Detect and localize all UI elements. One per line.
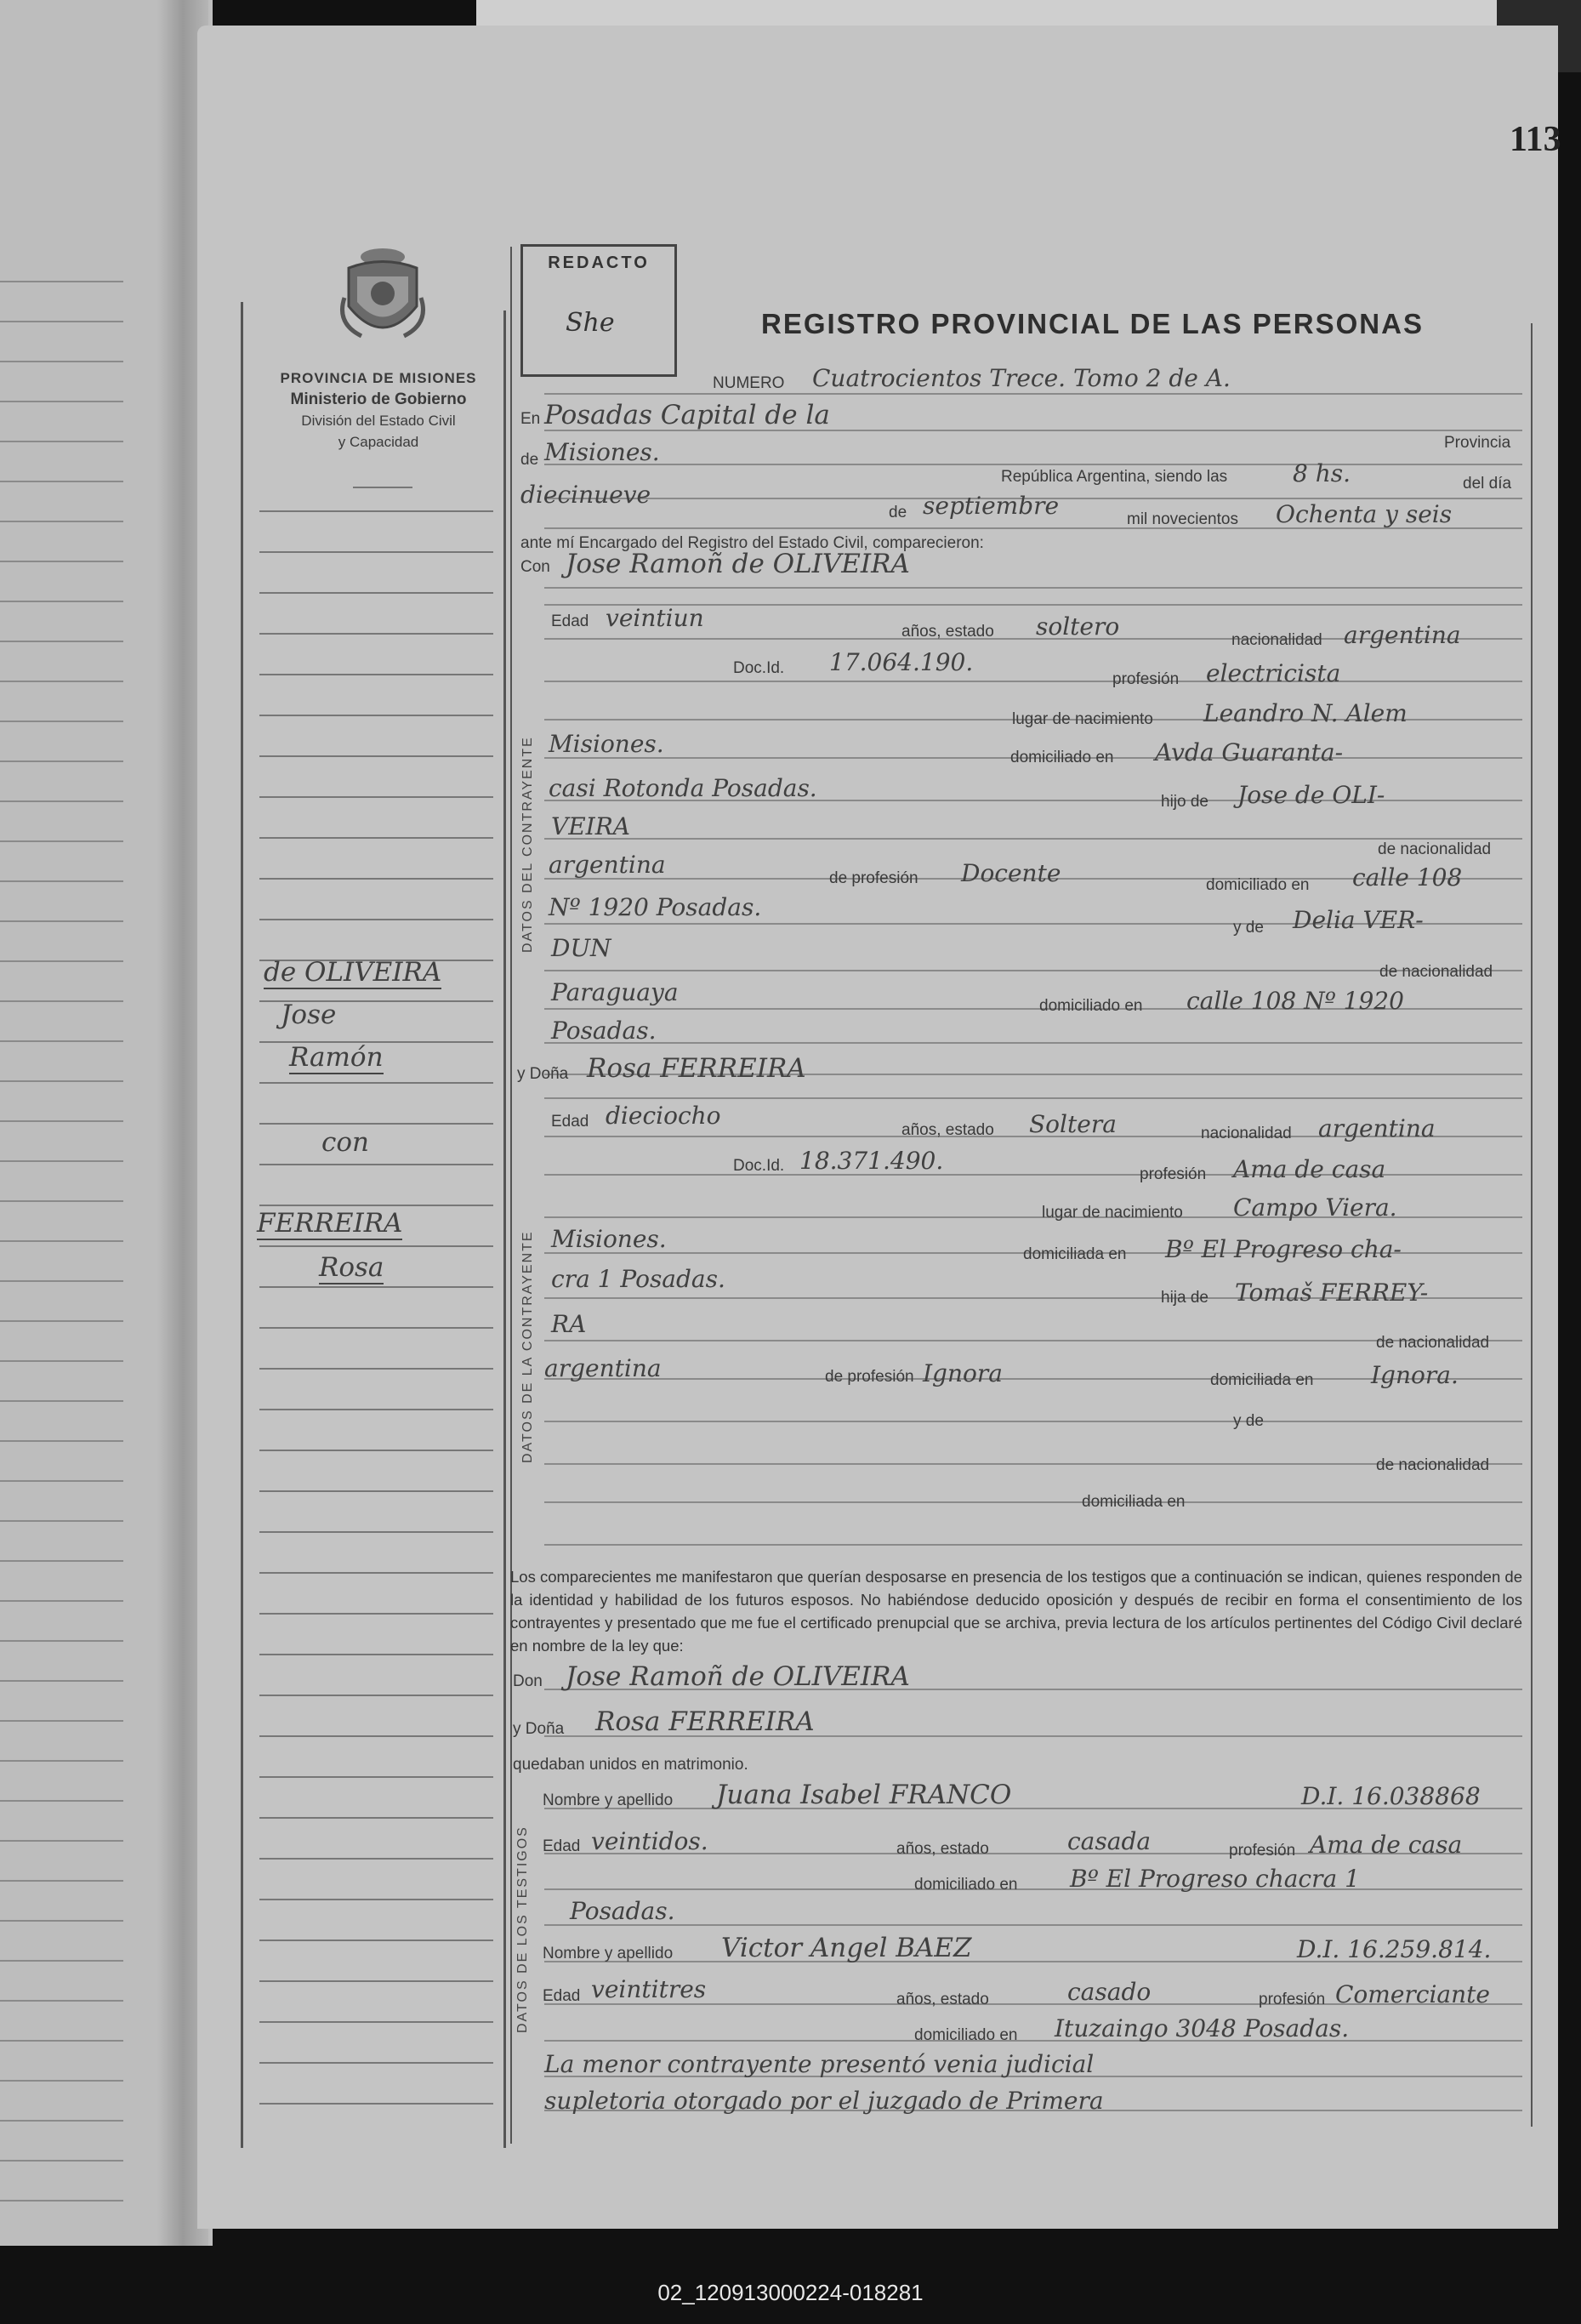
left-page-rule xyxy=(0,361,123,362)
hw-en: Posadas Capital de la xyxy=(544,400,830,430)
margin-rule xyxy=(259,674,493,675)
left-page-rule xyxy=(0,441,123,442)
hw-t1-edad: veintidos. xyxy=(591,1827,708,1855)
hw-provincia: Misiones. xyxy=(544,438,660,466)
province-name: PROVINCIA DE MISIONES xyxy=(280,370,477,386)
hw-estado-2: Soltera xyxy=(1029,1110,1117,1138)
hw-padre-1: Jose de OLI- xyxy=(1237,781,1385,809)
margin-rule xyxy=(259,837,493,839)
label-edad-1: Edad xyxy=(551,612,589,630)
label-edad-t2: Edad xyxy=(543,1987,581,2005)
left-page-rule xyxy=(0,1520,123,1522)
label-de-mes: de xyxy=(889,504,907,521)
label-prof-2: profesión xyxy=(1140,1165,1207,1183)
form-rule xyxy=(544,1042,1522,1044)
label-numero: NUMERO xyxy=(713,374,785,392)
label-del-dia: del día xyxy=(1463,475,1512,493)
hw-t1-doc: D.I. 16.038868 xyxy=(1301,1782,1481,1810)
margin-given-name-2: Ramón xyxy=(289,1042,384,1073)
label-dom-padre: domiciliado en xyxy=(1206,876,1310,894)
margin-rule xyxy=(259,1940,493,1941)
margin-rule xyxy=(259,715,493,716)
hw-con: Jose Ramoñ de OLIVEIRA xyxy=(566,549,910,579)
left-page-rule xyxy=(0,1200,123,1202)
header-divider xyxy=(353,487,412,488)
hw-madre-1b: DUN xyxy=(551,934,611,962)
hw-edad-2: dieciocho xyxy=(606,1102,721,1130)
hw-edad-1: veintiun xyxy=(606,604,704,632)
hw-nac-2: argentina xyxy=(1318,1114,1436,1142)
left-page-rule xyxy=(0,1600,123,1602)
hw-padre-2: Tomaš FERREY- xyxy=(1235,1279,1429,1307)
hw-t2-nombre: Victor Angel BAEZ xyxy=(721,1933,972,1963)
hw-dom-madre-1: calle 108 Nº 1920 xyxy=(1186,987,1404,1015)
hw-t1-dom-b: Posadas. xyxy=(570,1897,675,1925)
margin-rule xyxy=(259,1164,493,1165)
margin-given-name: Jose xyxy=(281,1000,337,1030)
left-page-rule xyxy=(0,721,123,722)
margin-rule xyxy=(259,1776,493,1778)
form-rule xyxy=(544,681,1522,682)
hw-dona: Rosa FERREIRA xyxy=(587,1053,806,1084)
redacto-box xyxy=(520,244,677,377)
margin-rule xyxy=(259,510,493,512)
form-rule xyxy=(544,1544,1522,1546)
hw-madre-1: Delia VER- xyxy=(1293,906,1424,934)
label-provincia: Provincia xyxy=(1444,434,1511,452)
left-page-rule xyxy=(0,1360,123,1362)
hw-dona-final: Rosa FERREIRA xyxy=(595,1706,815,1737)
ministry-header xyxy=(255,367,502,453)
hw-lugar-2: Campo Viera. xyxy=(1233,1193,1397,1222)
hw-dom-1: Avda Guaranta- xyxy=(1155,738,1344,766)
label-nombre-t1: Nombre y apellido xyxy=(543,1791,674,1809)
margin-rule xyxy=(259,1858,493,1860)
form-right-border xyxy=(1531,323,1533,2127)
margin-rule xyxy=(259,1450,493,1451)
margin-rule xyxy=(259,755,493,757)
margin-rule xyxy=(259,919,493,920)
side-label-groom: DATOS DEL CONTRAYENTE xyxy=(520,736,535,953)
margin-rule xyxy=(259,1735,493,1737)
left-page-rule xyxy=(0,1080,123,1082)
hw-prof-2: Ama de casa xyxy=(1233,1155,1386,1183)
margin-rule xyxy=(259,1123,493,1125)
margin-rule xyxy=(259,1368,493,1370)
left-page-rule xyxy=(0,1640,123,1642)
hw-dom-1b: casi Rotonda Posadas. xyxy=(549,774,817,802)
left-page-rule xyxy=(0,2120,123,2122)
label-dom-1: domiciliado en xyxy=(1010,749,1114,766)
left-page-rule xyxy=(0,1880,123,1882)
left-page-rule xyxy=(0,521,123,522)
form-rule xyxy=(544,838,1522,840)
label-doc-1: Doc.Id. xyxy=(733,659,785,677)
hw-t1-estado: casada xyxy=(1067,1827,1152,1855)
margin-rule xyxy=(259,2021,493,2023)
hw-doc-2: 18.371.490. xyxy=(799,1147,944,1175)
margin-rule xyxy=(259,633,493,635)
division-line-1: División del Estado Civil xyxy=(301,413,456,429)
hw-dom-madre-1b: Posadas. xyxy=(551,1017,657,1045)
hw-lugar-1b: Misiones. xyxy=(549,730,664,758)
hw-lugar-2b: Misiones. xyxy=(551,1225,667,1253)
redacto-label: REDACTO xyxy=(548,253,650,272)
label-de-nac-padre: de nacionalidad xyxy=(1378,840,1492,858)
hw-mes: septiembre xyxy=(923,492,1060,520)
label-dom-padre-2: domiciliada en xyxy=(1210,1371,1314,1389)
margin-rule xyxy=(259,2062,493,2064)
margin-rule xyxy=(259,796,493,798)
redacto-initials: She xyxy=(566,308,615,338)
label-anos-1: años, estado xyxy=(901,623,994,641)
side-label-bride: DATOS DE LA CONTRAYENTE xyxy=(520,1230,535,1463)
label-hija-de: hija de xyxy=(1161,1289,1208,1307)
hw-dom-padre-1b: Nº 1920 Posadas. xyxy=(549,893,762,921)
label-y-de-2: y de xyxy=(1233,1412,1264,1430)
hw-t1-prof: Ama de casa xyxy=(1310,1831,1463,1859)
form-rule xyxy=(544,464,1522,465)
margin-surname: de OLIVEIRA xyxy=(264,957,442,988)
left-page-rule xyxy=(0,1120,123,1122)
left-page-rule xyxy=(0,1440,123,1442)
hw-horas: 8 hs. xyxy=(1293,459,1351,487)
hw-padre-2b: RA xyxy=(551,1310,587,1338)
left-page-rule xyxy=(0,2200,123,2202)
label-dom-madre: domiciliado en xyxy=(1039,997,1143,1015)
hw-estado-1: soltero xyxy=(1036,612,1120,641)
label-dom-t1: domiciliado en xyxy=(914,1876,1018,1894)
form-rule xyxy=(544,393,1522,395)
label-dom-2: domiciliada en xyxy=(1023,1245,1127,1263)
label-y-dona: y Doña xyxy=(517,1065,569,1083)
margin-rule xyxy=(259,1980,493,1982)
hw-prof-padre-2: Ignora xyxy=(923,1359,1003,1387)
margin-rule xyxy=(259,1082,493,1084)
hw-note-2: supletoria otorgado por el juzgado de Primera xyxy=(544,2087,1104,2115)
left-page-rule xyxy=(0,1160,123,1162)
margin-rule xyxy=(259,1654,493,1655)
margin-rule xyxy=(259,1409,493,1410)
left-page-rule xyxy=(0,681,123,682)
label-prof-t1: profesión xyxy=(1229,1842,1296,1860)
label-de-prof-padre-2: de profesión xyxy=(825,1368,914,1386)
hw-nac-1: argentina xyxy=(1344,621,1461,649)
hw-t2-dom: Ituzaingo 3048 Posadas. xyxy=(1055,2014,1350,2042)
left-margin-line xyxy=(241,302,243,2148)
label-hijo-de: hijo de xyxy=(1161,793,1208,811)
hw-note-1: La menor contrayente presentó venia judicial xyxy=(544,2050,1095,2078)
margin-rule xyxy=(259,1490,493,1492)
label-en: En xyxy=(520,410,541,428)
division-line-2: y Capacidad xyxy=(338,434,419,450)
hw-dom-2: Bº El Progreso cha- xyxy=(1165,1235,1402,1263)
label-don: Don xyxy=(513,1672,543,1690)
left-page-rule xyxy=(0,1480,123,1482)
left-page-rule xyxy=(0,1760,123,1762)
margin-rule xyxy=(259,878,493,880)
label-de-nac-padre-2: de nacionalidad xyxy=(1376,1334,1490,1352)
form-rule xyxy=(544,1888,1522,1890)
left-page-rule xyxy=(0,481,123,482)
hw-dom-2b: cra 1 Posadas. xyxy=(551,1265,725,1293)
left-page-rule xyxy=(0,641,123,642)
label-y-de-1: y de xyxy=(1233,919,1264,937)
margin-rule xyxy=(259,1817,493,1819)
hw-nac-padre-1: argentina xyxy=(549,851,666,879)
left-page-rule xyxy=(0,401,123,402)
hw-nac-padre-2: argentina xyxy=(544,1354,662,1382)
left-page-rule xyxy=(0,920,123,922)
image-caption: 02_120913000224-018281 xyxy=(657,2280,924,2305)
margin-rule xyxy=(259,551,493,553)
label-anos-t2: años, estado xyxy=(896,1991,989,2008)
left-page-rule xyxy=(0,1400,123,1402)
declaration-paragraph: Los comparecientes me manifestaron que querían desposarse en presencia de los testigos que a continuación se indican, quienes responden de la identidad y habilidad de los futuros esposos. No habiéndose deducido oposición y después de recibir en forma el consentimiento de los contrayentes y presentado que me fue el certificado prenupcial que se archiva, previa lectura de los artículos pertinentes del Código Civil declaré en nombre de la ley que: xyxy=(510,1568,1522,1655)
label-nac-1: nacionalidad xyxy=(1231,631,1322,649)
margin-bride-surname: FERREIRA xyxy=(257,1208,403,1239)
left-page-rule xyxy=(0,601,123,602)
label-y-dona-final: y Doña xyxy=(513,1720,565,1738)
left-page-rule xyxy=(0,880,123,882)
hw-prof-padre-1: Docente xyxy=(961,859,1061,887)
hw-doc-1: 17.064.190. xyxy=(829,648,974,676)
register-title: REGISTRO PROVINCIAL DE LAS PERSONAS xyxy=(761,308,1424,339)
label-anos-2: años, estado xyxy=(901,1121,994,1139)
label-de: de xyxy=(520,451,539,469)
form-rule xyxy=(544,1097,1522,1099)
left-page-rule xyxy=(0,1960,123,1962)
margin-rule xyxy=(259,1245,493,1247)
hw-don-final: Jose Ramoñ de OLIVEIRA xyxy=(566,1661,910,1692)
label-edad-2: Edad xyxy=(551,1113,589,1131)
form-left-border xyxy=(510,247,512,2144)
hw-t2-edad: veintitres xyxy=(591,1975,707,2003)
left-page-rule xyxy=(0,2160,123,2162)
label-edad-t1: Edad xyxy=(543,1837,581,1855)
page-number: 113 xyxy=(1510,120,1561,159)
form-rule xyxy=(544,1501,1522,1503)
margin-rule xyxy=(259,2103,493,2105)
label-de-nac-madre: de nacionalidad xyxy=(1379,963,1493,981)
label-quedaban: quedaban unidos en matrimonio. xyxy=(513,1756,748,1774)
ministry-name: Ministerio de Gobierno xyxy=(290,390,467,408)
margin-rule xyxy=(259,592,493,594)
label-dom-madre-2: domiciliada en xyxy=(1082,1493,1186,1511)
left-page-rule xyxy=(0,2000,123,2002)
margin-rule xyxy=(259,1531,493,1533)
margin-rule xyxy=(259,1695,493,1696)
left-page-rule xyxy=(0,561,123,562)
label-doc-2: Doc.Id. xyxy=(733,1157,785,1175)
label-mil-novecientos: mil novecientos xyxy=(1127,510,1238,528)
left-page-rule xyxy=(0,1280,123,1282)
label-anos-t1: años, estado xyxy=(896,1840,989,1858)
label-de-prof-padre: de profesión xyxy=(829,869,918,887)
left-page-rule xyxy=(0,1920,123,1922)
label-nac-2: nacionalidad xyxy=(1201,1125,1292,1142)
side-label-witnesses: DATOS DE LOS TESTIGOS xyxy=(515,1826,530,2033)
hw-prof-1: electricista xyxy=(1206,659,1341,687)
hw-nac-madre-1: Paraguaya xyxy=(551,978,679,1006)
left-page-rule xyxy=(0,1720,123,1722)
margin-rule xyxy=(259,1286,493,1288)
label-con: Con xyxy=(520,558,550,576)
form-rule xyxy=(544,2040,1522,2042)
left-page-rule xyxy=(0,321,123,322)
margin-con: con xyxy=(321,1127,369,1158)
label-lugar-2: lugar de nacimiento xyxy=(1042,1204,1183,1222)
margin-rule xyxy=(259,1205,493,1206)
hw-t1-nombre: Juana Isabel FRANCO xyxy=(716,1780,1012,1810)
form-rule xyxy=(544,1924,1522,1926)
label-prof-t2: profesión xyxy=(1259,1991,1326,2008)
margin-rule xyxy=(259,1613,493,1615)
left-page-rule xyxy=(0,840,123,842)
label-nombre-t2: Nombre y apellido xyxy=(543,1945,674,1962)
left-page-rule xyxy=(0,1040,123,1042)
hw-t2-prof: Comerciante xyxy=(1335,1980,1490,2008)
hw-padre-1b: VEIRA xyxy=(551,812,631,840)
margin-rule xyxy=(259,1899,493,1900)
left-page-rule xyxy=(0,1240,123,1242)
left-page-rule xyxy=(0,1800,123,1802)
hw-t1-dom: Bº El Progreso chacra 1 xyxy=(1070,1865,1360,1893)
label-ante: ante mí Encargado del Registro del Estado Civil, comparecieron: xyxy=(520,534,984,552)
label-prof-1: profesión xyxy=(1112,670,1180,688)
left-page-rule xyxy=(0,760,123,762)
form-rule xyxy=(544,970,1522,971)
left-page-rule xyxy=(0,1320,123,1322)
left-page-rule xyxy=(0,2040,123,2042)
hw-dom-padre-2: Ignora. xyxy=(1371,1361,1459,1389)
left-page-rule xyxy=(0,1560,123,1562)
left-page-rule xyxy=(0,800,123,802)
left-page-rule xyxy=(0,1680,123,1682)
label-de-nac-madre-2: de nacionalidad xyxy=(1376,1456,1490,1474)
left-page-rule xyxy=(0,1840,123,1842)
right-margin-line xyxy=(503,310,506,2148)
hw-numero: Cuatrocientos Trece. Tomo 2 de A. xyxy=(812,364,1231,392)
hw-dia: diecinueve xyxy=(520,481,651,509)
hw-t2-estado: casado xyxy=(1067,1978,1152,2006)
margin-rule xyxy=(259,1572,493,1574)
margin-bride-name: Rosa xyxy=(319,1252,384,1283)
left-page-rule xyxy=(0,2080,123,2082)
left-page-rule xyxy=(0,281,123,282)
label-dom-t2: domiciliado en xyxy=(914,2026,1018,2044)
hw-t2-doc: D.I. 16.259.814. xyxy=(1297,1935,1492,1963)
label-lugar-1: lugar de nacimiento xyxy=(1012,710,1153,728)
left-page-rule xyxy=(0,960,123,962)
coat-of-arms-seal xyxy=(336,247,429,349)
hw-lugar-1: Leandro N. Alem xyxy=(1203,699,1408,727)
form-rule xyxy=(544,1421,1522,1422)
label-republica: República Argentina, siendo las xyxy=(1001,468,1228,486)
hw-dom-padre-1: calle 108 xyxy=(1352,863,1463,891)
form-rule xyxy=(544,587,1522,589)
hw-anio: Ochenta y seis xyxy=(1276,500,1453,528)
margin-rule xyxy=(259,1327,493,1329)
left-page-rule xyxy=(0,1000,123,1002)
